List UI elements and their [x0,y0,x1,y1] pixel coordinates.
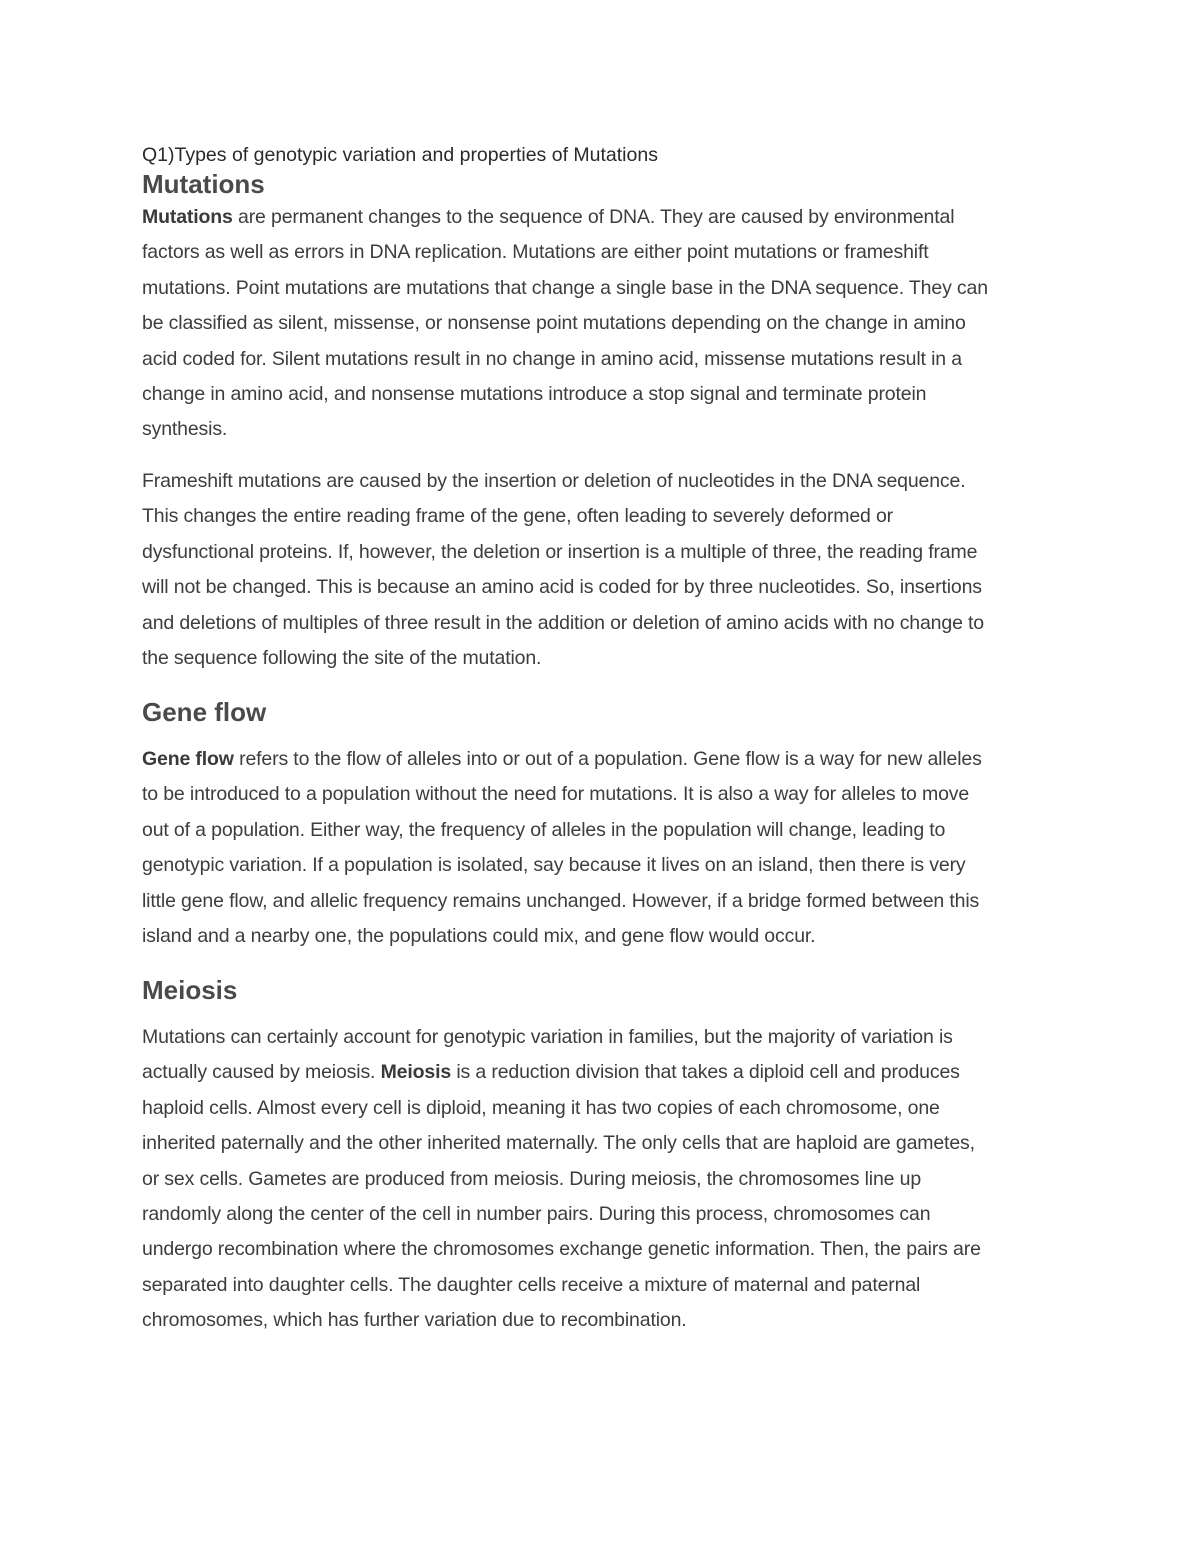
paragraph-line: actually caused by meiosis. Meiosis is a reduction division that takes a diploid cell and produces [142,1061,960,1084]
paragraph-line: island and a nearby one, the populations could mix, and gene flow would occur. [142,925,816,948]
paragraph-line: Mutations can certainly account for genotypic variation in families, but the majority of variation is [142,1026,953,1048]
paragraph-mutations-2 [142,464,1054,676]
paragraph-mutations-1 [142,200,1054,448]
paragraph-line: or sex cells. Gametes are produced from meiosis. During meiosis, the chromosomes line up [142,1167,922,1190]
paragraph-line: the sequence following the site of the mutation. [142,647,542,670]
paragraph-line: dysfunctional proteins. If, however, the deletion or insertion is a multiple of three, the reading frame [142,540,978,563]
paragraph-line: change in amino acid, and nonsense mutations introduce a stop signal and terminate protein [142,383,927,406]
paragraph-line: undergo recombination where the chromosomes exchange genetic information. Then, the pairs are [142,1238,981,1261]
paragraph-line: genotypic variation. If a population is isolated, say because it lives on an island, then there is very [142,854,966,877]
paragraph-line: inherited paternally and the other inherited maternally. The only cells that are haploid are gametes, [142,1132,975,1155]
term-mutations: Mutations [142,206,233,228]
paragraph-line: randomly along the center of the cell in number pairs. During this process, chromosomes can [142,1203,931,1226]
heading-meiosis: Meiosis [142,975,238,1005]
paragraph-line: This changes the entire reading frame of the gene, often leading to severely deformed or [142,505,894,528]
paragraph-line: haploid cells. Almost every cell is diploid, meaning it has two copies of each chromosome, one [142,1096,940,1119]
paragraph-line: little gene flow, and allelic frequency remains unchanged. However, if a bridge formed between this [142,889,980,912]
paragraph-line: be classified as silent, missense, or nonsense point mutations depending on the change in amino [142,312,966,335]
term-meiosis: Meiosis [380,1061,452,1084]
paragraph-line: and deletions of multiples of three result in the addition or deletion of amino acids with no change to [142,611,984,634]
paragraph-meiosis [142,1020,1054,1339]
paragraph-line: to be introduced to a population without the need for mutations. It is also a way for alleles to move [142,783,970,806]
paragraph-line: chromosomes, which has further variation due to recombination. [142,1309,687,1332]
paragraph-line: Frameshift mutations are caused by the insertion or deletion of nucleotides in the DNA sequence. [142,470,966,492]
term-gene-flow: Gene flow [142,748,234,770]
paragraph-line: out of a population. Either way, the frequency of alleles in the population will change, leading to [142,818,946,841]
heading-gene-flow: Gene flow [142,697,267,727]
paragraph-line: acid coded for. Silent mutations result in no change in amino acid, missense mutations result in a [142,347,962,370]
paragraph-line: synthesis. [142,418,228,441]
heading-mutations: Mutations [142,169,265,199]
paragraph-line: separated into daughter cells. The daughter cells receive a mixture of maternal and paternal [142,1273,921,1296]
paragraph-line: factors as well as errors in DNA replication. Mutations are either point mutations or frameshift [142,241,929,264]
paragraph-line: Mutations are permanent changes to the sequence of DNA. They are caused by environmental [142,206,955,228]
paragraph-line: Gene flow refers to the flow of alleles into or out of a population. Gene flow is a way for new alleles [142,748,982,770]
paragraph-line: mutations. Point mutations are mutations that change a single base in the DNA sequence. They can [142,276,988,299]
paragraph-line: will not be changed. This is because an amino acid is coded for by three nucleotides. So, insertions [142,576,982,599]
paragraph-gene-flow [142,742,1054,954]
question-title: Q1)Types of genotypic variation and properties of Mutations [142,144,658,166]
